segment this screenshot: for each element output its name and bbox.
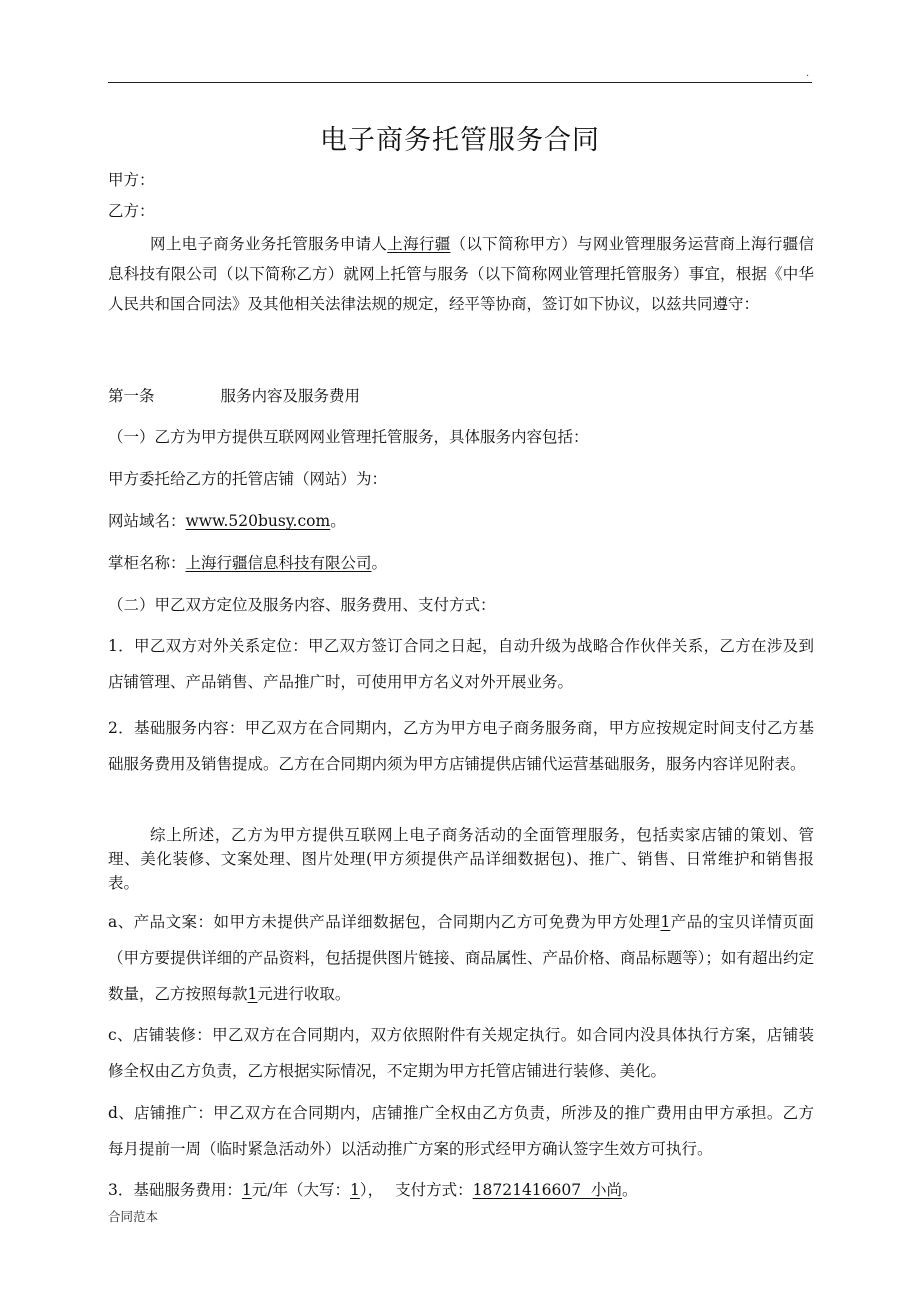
manager-line bbox=[108, 551, 387, 573]
payment-value: 18721416607 小尚 bbox=[472, 1181, 622, 1199]
header-mark: . bbox=[806, 68, 810, 79]
item-a-text-2: 产品的宝贝详情页面（甲方要提供详细的产品资料，包括提供图片链接、商品属性、产品价格、商品标题等）；如有超出约定数量，乙方按照每款 bbox=[108, 913, 814, 1003]
item-a-quantity: 1 bbox=[660, 913, 671, 931]
article-number: 第一条 bbox=[108, 387, 155, 405]
item-3-label: 3．基础服务费用： bbox=[108, 1181, 242, 1199]
item-3 bbox=[108, 1178, 638, 1200]
intro-text-2: （以下简称甲方）与网业管理服务运营商上海行疆信息科技有限公司（以下简称乙方）就网上托管与服务（以下简称网业管理托管服务）事宜，根据《中华人民共和国合同法》及其他相关法律法规的规定，经平等协商，签订如下协议，以兹共同遵守： bbox=[108, 235, 814, 313]
item-a-text-1: a、产品文案：如甲方未提供产品详细数据包，合同期内乙方可免费为甲方处理 bbox=[108, 913, 661, 931]
item-3-fee-upper: 1 bbox=[349, 1181, 360, 1199]
item-3-unit: 元/年（大写： bbox=[251, 1181, 350, 1199]
summary-paragraph: 综上所述，乙方为甲方提供互联网上电子商务活动的全面管理服务，包括卖家店铺的策划、管理、美化装修、文案处理、图片处理(甲方须提供产品详细数据包)、推广、销售、日常维护和销售报表。 bbox=[108, 826, 814, 892]
domain-link[interactable]: www.520busy.com bbox=[185, 512, 331, 530]
item-1: 1．甲乙双方对外关系定位：甲乙双方签订合同之日起，自动升级为战略合作伙伴关系，乙方在涉及到店铺管理、产品销售、产品推广时，可使用甲方名义对外开展业务。 bbox=[108, 637, 814, 691]
manager-label: 掌柜名称： bbox=[108, 554, 186, 572]
section1-heading: （一）乙方为甲方提供互联网网业管理托管服务，具体服务内容包括： bbox=[108, 428, 589, 446]
item-d: d、店铺推广：甲乙双方在合同期内，店铺推广全权由乙方负责，所涉及的推广费用由甲方承担。乙方每月提前一周（临时紧急活动外）以活动推广方案的形式经甲方确认签字生效方可执行。 bbox=[108, 1104, 814, 1158]
item-2: 2．基础服务内容：甲乙双方在合同期内，乙方为甲方电子商务服务商，甲方应按规定时间支付乙方基础服务费用及销售提成。乙方在合同期内须为甲方店铺提供店铺代运营基础服务，服务内容详见附表。 bbox=[108, 719, 814, 773]
section2-heading: （二）甲乙双方定位及服务内容、服务费用、支付方式： bbox=[108, 596, 496, 614]
footer-label: 合同范本 bbox=[108, 1209, 159, 1224]
article-title: 服务内容及服务费用 bbox=[220, 387, 361, 405]
intro-text-1: 网上电子商务业务托管服务申请人 bbox=[150, 235, 388, 253]
item-3-fee: 1 bbox=[241, 1181, 252, 1199]
item-a bbox=[108, 904, 814, 1012]
domain-label: 网站域名： bbox=[108, 512, 186, 530]
item-a-price: 1 bbox=[247, 985, 258, 1003]
document-title: 电子商务托管服务合同 bbox=[320, 125, 600, 156]
intro-paragraph bbox=[108, 229, 814, 319]
party-a-label: 甲方： bbox=[108, 171, 155, 189]
manager-end: 。 bbox=[371, 554, 388, 572]
item-a-text-3: 元进行收取。 bbox=[257, 985, 351, 1003]
header-rule bbox=[108, 82, 812, 83]
manager-name: 上海行疆信息科技有限公司 bbox=[185, 554, 372, 572]
item-c: c、店铺装修：甲乙双方在合同期内，双方依照附件有关规定执行。如合同内没具体执行方案，店铺装修全权由乙方负责，乙方根据实际情况，不定期为甲方托管店铺进行装修、美化。 bbox=[108, 1026, 814, 1080]
item-3-close: ）， bbox=[359, 1181, 384, 1199]
party-b-label: 乙方： bbox=[108, 202, 155, 220]
item-3-end: 。 bbox=[621, 1181, 638, 1199]
store-line: 甲方委托给乙方的托管店铺（网站）为： bbox=[108, 470, 388, 488]
payment-label: 支付方式： bbox=[395, 1181, 473, 1199]
applicant-name: 上海行疆 bbox=[387, 235, 451, 253]
domain-line bbox=[108, 509, 346, 531]
article-heading bbox=[108, 384, 360, 406]
domain-end: 。 bbox=[330, 512, 346, 530]
